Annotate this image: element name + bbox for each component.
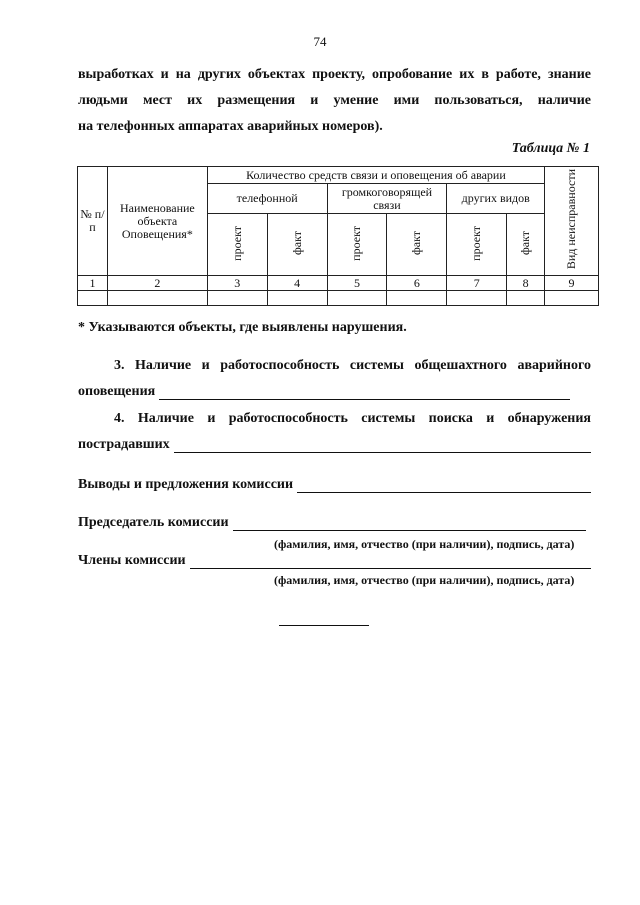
empty-cell[interactable]: [447, 291, 507, 306]
section-4-fill-line[interactable]: [174, 438, 591, 453]
col-number: 9: [545, 276, 599, 291]
page-number: 74: [313, 34, 327, 49]
members-fill-line[interactable]: [190, 554, 591, 569]
intro-line: на телефонных аппаратах аварийных номеров).: [78, 119, 383, 134]
col-number: 8: [507, 276, 545, 291]
section-3-fill-line[interactable]: [159, 385, 570, 400]
subgroup-other: других видов: [447, 184, 545, 214]
section-4-line1: 4. Наличие и работоспособность системы поиска и обнаружения: [114, 411, 591, 426]
header-num: № п/п: [78, 167, 108, 276]
col-number: 4: [267, 276, 327, 291]
empty-cell[interactable]: [327, 291, 387, 306]
members: [78, 553, 591, 569]
col-number: 7: [447, 276, 507, 291]
subcol: [267, 214, 327, 276]
subcol: [387, 214, 447, 276]
intro-line: людьми мест их размещения и умение ими пользоваться, наличие: [78, 93, 591, 108]
empty-cell[interactable]: [207, 291, 267, 306]
section-4-label: пострадавших: [78, 437, 170, 452]
table-caption: Таблица № 1: [511, 141, 590, 156]
header-kind: [545, 167, 599, 276]
column-number-row: [78, 276, 599, 291]
chairman-label: Председатель комиссии: [78, 515, 229, 530]
subgroup-phone: телефонной: [207, 184, 327, 214]
chairman: [78, 515, 586, 531]
subcol-label: проект: [229, 225, 244, 261]
members-label: Члены комиссии: [78, 553, 186, 568]
subcol: [507, 214, 545, 276]
empty-cell[interactable]: [267, 291, 327, 306]
footnote: * Указываются объекты, где выявлены нарушения.: [78, 320, 407, 335]
members-signature-hint: (фамилия, имя, отчество (при наличии), подпись, дата): [274, 573, 575, 587]
conclusions-fill-line[interactable]: [297, 478, 591, 493]
intro-paragraph: [78, 62, 591, 140]
subcol-label: факт: [289, 230, 304, 256]
inspection-table: [77, 166, 599, 306]
conclusions-label: Выводы и предложения комиссии: [78, 477, 294, 492]
empty-cell[interactable]: [78, 291, 108, 306]
empty-cell[interactable]: [107, 291, 207, 306]
header-name: Наименование объекта Оповещения*: [107, 167, 207, 276]
section-4: [78, 411, 591, 453]
empty-cell[interactable]: [507, 291, 545, 306]
col-number: 6: [387, 276, 447, 291]
header-kind-label: Вид неисправности: [564, 169, 579, 270]
subcol-label: факт: [518, 230, 533, 256]
table-row-empty: [78, 291, 599, 306]
subgroup-loudspeaker: громкоговорящей связи: [327, 184, 447, 214]
subcol: [327, 214, 387, 276]
conclusions: [78, 477, 591, 493]
section-3-line1: 3. Наличие и работоспособность системы общешахтного аварийного: [114, 358, 591, 373]
header-group: Количество средств связи и оповещения об аварии: [207, 167, 544, 184]
section-3-label: оповещения: [78, 384, 156, 399]
col-number: 3: [207, 276, 267, 291]
subcol-label: факт: [409, 230, 424, 256]
end-separator: [279, 625, 369, 626]
chairman-signature-hint: (фамилия, имя, отчество (при наличии), подпись, дата): [274, 537, 575, 551]
subcol-label: проект: [349, 225, 364, 261]
col-number: 1: [78, 276, 108, 291]
col-number: 2: [107, 276, 207, 291]
section-3: [78, 358, 591, 400]
col-number: 5: [327, 276, 387, 291]
intro-line: выработках и на других объектах проекту, опробование их в работе, знание: [78, 67, 591, 82]
subcol: [207, 214, 267, 276]
empty-cell[interactable]: [387, 291, 447, 306]
subcol-label: проект: [469, 225, 484, 261]
subcol: [447, 214, 507, 276]
empty-cell[interactable]: [545, 291, 599, 306]
chairman-fill-line[interactable]: [233, 516, 586, 531]
